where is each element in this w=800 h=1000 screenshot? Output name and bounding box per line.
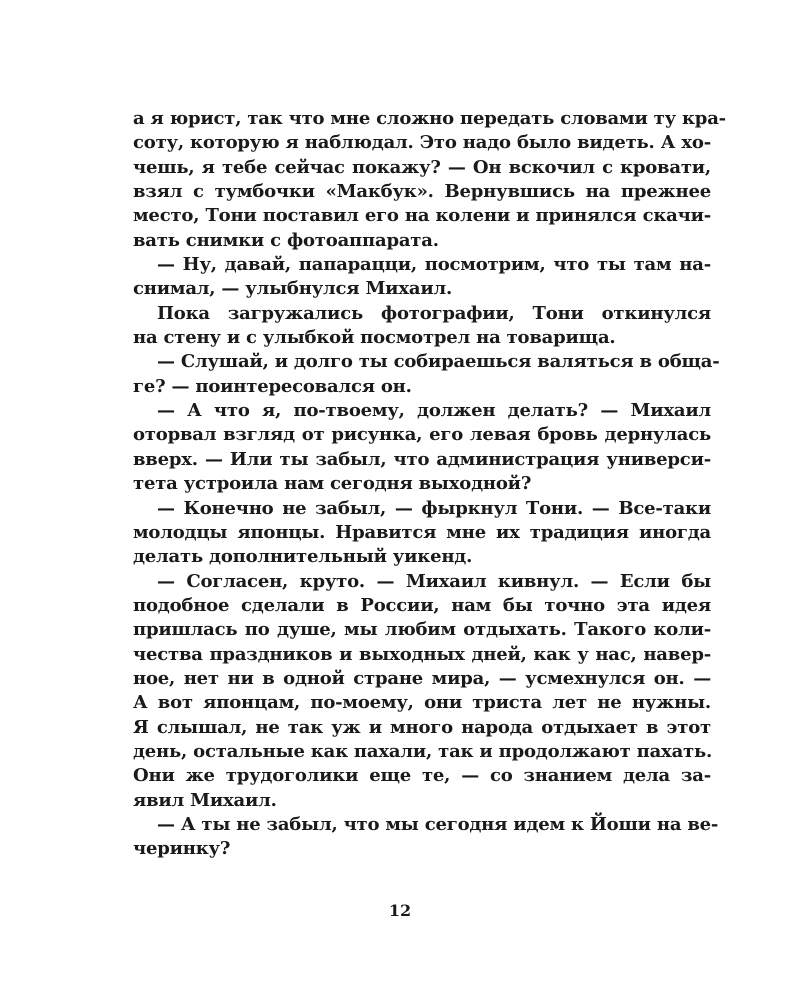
text-line: взял с тумбочки «Макбук». Вернувшись на прежнее	[133, 181, 711, 203]
paragraph	[133, 302, 711, 351]
paragraph	[133, 813, 719, 862]
text-line: А вот японцам, по-моему, они триста лет не нужны.	[133, 692, 711, 714]
text-line: вверх. — Или ты забыл, что администрация универси-	[133, 448, 711, 470]
paragraph	[133, 399, 711, 496]
text-line: вать снимки с фотоаппарата.	[133, 229, 439, 251]
text-line: на стену и с улыбкой посмотрел на товарища.	[133, 327, 616, 349]
text-line: тета устроила нам сегодня выходной?	[133, 473, 532, 495]
text-line: явил Михаил.	[133, 789, 277, 811]
text-line: делать дополнительный уикенд.	[133, 546, 473, 568]
text-line: чешь, я тебе сейчас покажу? — Он вскочил с кровати,	[133, 156, 711, 178]
text-line: молодцы японцы. Нравится мне их традиция иногда	[133, 521, 711, 543]
text-line: место, Тони поставил его на колени и принялся скачи-	[133, 205, 711, 227]
text-line: Пока загружались фотографии, Тони откинулся	[157, 302, 711, 324]
text-line: — Слушай, и долго ты собираешься валяться в обща-	[157, 351, 720, 373]
paragraph	[133, 570, 711, 813]
text-line: — Согласен, круто. — Михаил кивнул. — Если бы	[157, 570, 711, 592]
text-line: Я слышал, не так уж и много народа отдыхает в этот	[133, 716, 711, 738]
text-line: ное, нет ни в одной стране мира, — усмехнулся он. —	[133, 667, 711, 689]
text-line: снимал, — улыбнулся Михаил.	[133, 278, 453, 300]
paragraph	[133, 497, 711, 570]
paragraph	[133, 107, 726, 253]
text-line: а я юрист, так что мне сложно передать словами ту кра-	[133, 108, 726, 129]
text-line: — А ты не забыл, что мы сегодня идем к Йоши на ве-	[157, 813, 719, 835]
text-line: день, остальные как пахали, так и продолжают пахать.	[133, 740, 713, 762]
text-line: чества праздников и выходных дней, как у нас, навер-	[133, 643, 711, 665]
paragraph	[133, 253, 711, 302]
text-line: Они же трудоголики еще те, — со знанием дела за-	[133, 765, 711, 787]
text-line: черинку?	[133, 838, 231, 860]
body-text	[133, 107, 726, 862]
text-line: соту, которую я наблюдал. Это надо было видеть. А хо-	[133, 132, 711, 154]
text-line: — Ну, давай, папарацци, посмотрим, что ты там на-	[157, 254, 711, 276]
page-number: 12	[388, 901, 412, 920]
text-line: ге? — поинтересовался он.	[133, 375, 412, 397]
paragraph	[133, 350, 720, 399]
text-line: оторвал взгляд от рисунка, его левая бровь дернулась	[133, 424, 711, 446]
text-line: подобное сделали в России, нам бы точно эта идея	[133, 594, 711, 616]
text-line: — А что я, по-твоему, должен делать? — Михаил	[157, 400, 711, 422]
text-line: — Конечно не забыл, — фыркнул Тони. — Все-таки	[157, 497, 711, 519]
text-line: пришлась по душе, мы любим отдыхать. Такого коли-	[133, 619, 711, 641]
